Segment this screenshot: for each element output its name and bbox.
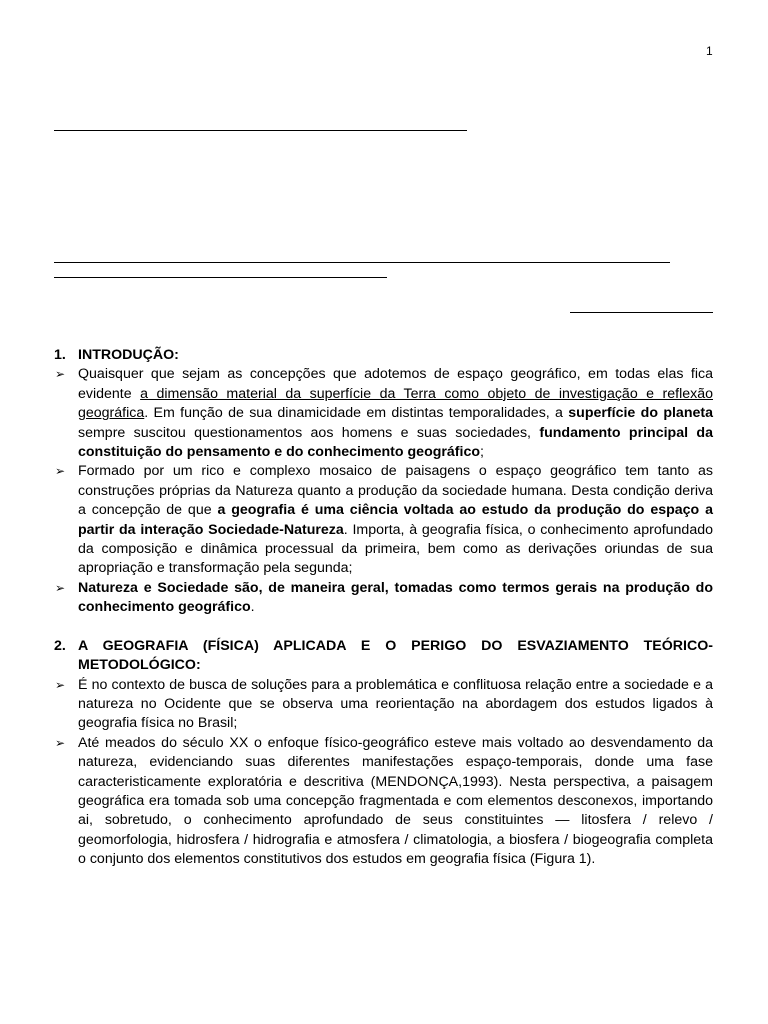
arrow-bullet-icon: ➢ xyxy=(55,735,66,750)
section-1-bullet-2 xyxy=(54,462,713,578)
text-run: Formado por um rico e complexo mosaico de paisagens o espaço geográfico tem tanto as construções próprias da Natureza quanto a produção da sociedade humana. Desta condição deriva a concepção de que xyxy=(78,463,713,519)
subtitle-line-1 xyxy=(54,262,670,263)
bold-text: Natureza e Sociedade são, de maneira geral, tomadas como termos gerais na produção do conhecimento geográfico xyxy=(78,579,713,616)
section-1-bullets xyxy=(54,365,713,617)
section-2-title: A GEOGRAFIA (FÍSICA) APLICADA E O PERIGO DO ESVAZIAMENTO TEÓRICO-METODOLÓGICO: xyxy=(78,637,713,674)
arrow-bullet-icon: ➢ xyxy=(55,580,66,595)
section-1-bullet-3 xyxy=(54,579,713,618)
arrow-bullet-icon: ➢ xyxy=(55,367,66,382)
section-1-title: INTRODUÇÃO: xyxy=(78,347,179,363)
section-1-heading xyxy=(54,346,713,365)
section-2-number: 2. xyxy=(54,637,66,654)
text-run: Quaisquer que sejam as concepções que adotemos de espaço geográfico, em todas elas fica evidente xyxy=(78,366,713,402)
section-1-number: 1. xyxy=(54,347,66,363)
section-1-bullet-1 xyxy=(54,365,713,462)
text-run: É no contexto de busca de soluções para a problemática e conflituosa relação entre a sociedade e a natureza no Ocidente que se observa uma reorientação na abordagem dos estudos ligados à geografia física no Brasil; xyxy=(78,676,713,732)
bold-text: a geografia é uma ciência voltada ao estudo da produção do espaço a partir da interação Sociedade-Natureza xyxy=(78,502,713,538)
page-number: 1 xyxy=(706,44,713,58)
subtitle-line-2 xyxy=(54,277,387,278)
underlined-text: a dimensão material da superfície da Terra como objeto de investigação e reflexão geográfica xyxy=(78,385,713,422)
author-line xyxy=(570,312,713,313)
arrow-bullet-icon: ➢ xyxy=(55,677,66,692)
section-2-bullet-1 xyxy=(54,676,713,734)
bold-text: superfície do planeta xyxy=(568,405,713,422)
text-run: ; xyxy=(480,444,484,461)
arrow-bullet-icon: ➢ xyxy=(55,464,66,479)
text-run: . Em função de sua dinamicidade em distintas temporalidades, a xyxy=(144,405,569,422)
text-run: . Importa, à geografia física, o conhecimento aprofundado da composição e dinâmica processual da primeira, bem como as derivações oriundas de sua apropriação e transformação pela segunda; xyxy=(78,521,713,577)
text-run: Até meados do século XX o enfoque físico-geográfico esteve mais voltado ao desvendamento da natureza, evidenciando suas diferentes manifestações espaço-temporais, donde uma fase caracteristicamente exploratória e descritiva (MENDONÇA,1993). Nesta perspectiva, a paisagem geográfica era tomada sob uma concepção fragmentada e com elementos desconexos, importando ai, sobretudo, o conhecimento aprofundado de seus constituintes — litosfera / relevo / geomorfologia, hidrosfera / hidrografia e atmosfera / climatologia, a biosfera / biogeografia completa o conjunto dos elementos constitutivos dos estudos em geografia física (Figura 1). xyxy=(78,734,713,868)
section-2-bullets xyxy=(54,676,713,870)
text-run: . xyxy=(250,599,255,616)
title-line xyxy=(54,130,467,131)
document-body xyxy=(54,346,713,870)
section-2-heading xyxy=(54,637,713,676)
bold-text: fundamento principal da constituição do pensamento e do conhecimento geográfico xyxy=(78,424,713,461)
section-2-bullet-2 xyxy=(54,734,713,870)
text-run: sempre suscitou questionamentos aos homens e suas sociedades, xyxy=(78,424,540,441)
